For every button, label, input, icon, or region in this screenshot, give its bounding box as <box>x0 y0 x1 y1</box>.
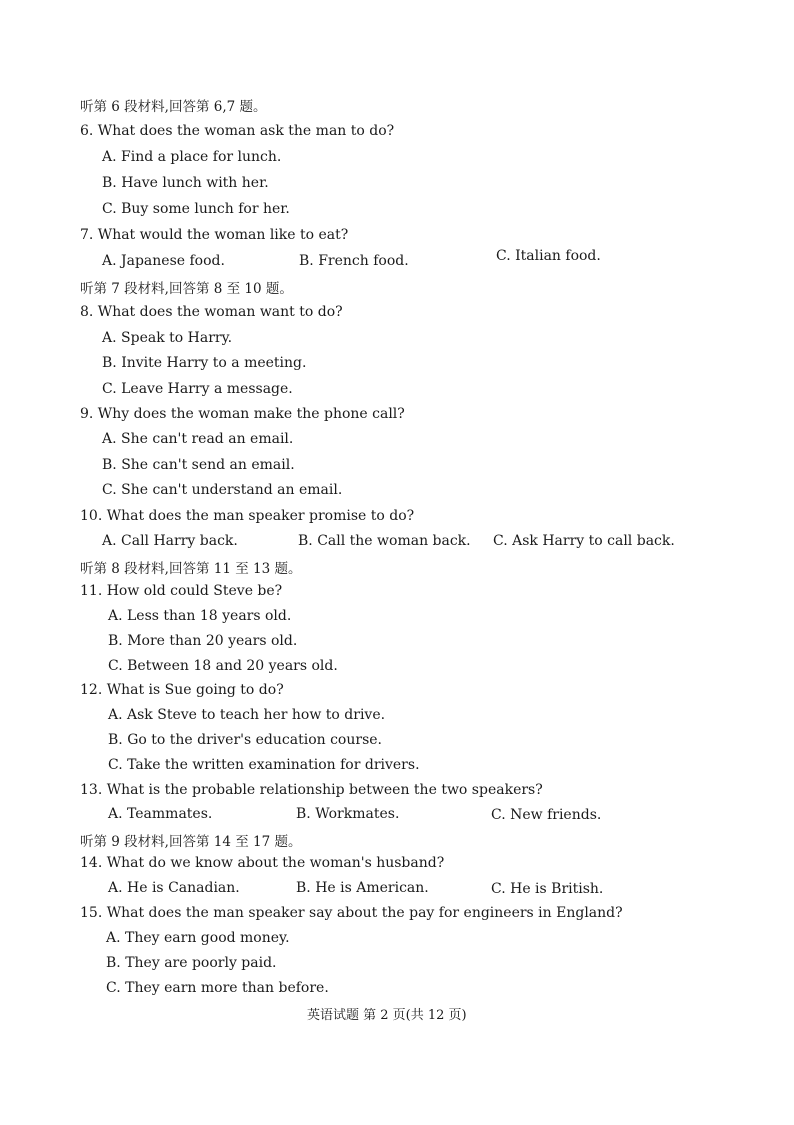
question-7: 7. What would the woman like to eat? <box>80 227 349 243</box>
question-7-option-c: C. Italian food. <box>496 248 601 264</box>
section-header-9: 听第 9 段材料,回答第 14 至 17 题。 <box>80 834 302 850</box>
question-8-option-a: A. Speak to Harry. <box>102 330 233 346</box>
question-15-option-a: A. They earn good money. <box>106 930 290 946</box>
question-11-option-c: C. Between 18 and 20 years old. <box>108 658 338 674</box>
question-9-option-c: C. She can't understand an email. <box>102 482 343 498</box>
question-9-option-a: A. She can't read an email. <box>102 431 294 447</box>
question-8: 8. What does the woman want to do? <box>80 304 343 320</box>
question-14-option-a: A. He is Canadian. <box>108 880 240 896</box>
question-9: 9. Why does the woman make the phone call? <box>80 406 405 422</box>
question-12-option-a: A. Ask Steve to teach her how to drive. <box>108 707 386 723</box>
question-14-option-c: C. He is British. <box>491 881 604 897</box>
question-11: 11. How old could Steve be? <box>80 583 283 599</box>
section-header-7: 听第 7 段材料,回答第 8 至 10 题。 <box>80 281 293 297</box>
section-header-8: 听第 8 段材料,回答第 11 至 13 题。 <box>80 561 302 577</box>
question-12-option-b: B. Go to the driver's education course. <box>108 732 382 748</box>
question-13-option-c: C. New friends. <box>491 807 602 823</box>
question-7-option-b: B. French food. <box>299 253 409 269</box>
question-6-option-c: C. Buy some lunch for her. <box>102 201 290 217</box>
question-14-option-b: B. He is American. <box>296 880 429 896</box>
question-13: 13. What is the probable relationship between the two speakers? <box>80 782 543 798</box>
question-13-option-b: B. Workmates. <box>296 806 400 822</box>
question-6-option-a: A. Find a place for lunch. <box>102 149 282 165</box>
question-6-option-b: B. Have lunch with her. <box>102 175 269 191</box>
question-10-option-c: C. Ask Harry to call back. <box>493 533 675 549</box>
question-15: 15. What does the man speaker say about the pay for engineers in England? <box>80 905 623 921</box>
question-15-option-b: B. They are poorly paid. <box>106 955 277 971</box>
question-12: 12. What is Sue going to do? <box>80 682 284 698</box>
question-9-option-b: B. She can't send an email. <box>102 457 295 473</box>
question-14: 14. What do we know about the woman's husband? <box>80 855 445 871</box>
question-11-option-b: B. More than 20 years old. <box>108 633 298 649</box>
question-6: 6. What does the woman ask the man to do? <box>80 123 395 139</box>
question-10: 10. What does the man speaker promise to do? <box>80 508 415 524</box>
question-11-option-a: A. Less than 18 years old. <box>108 608 292 624</box>
page-footer: 英语试题 第 2 页(共 12 页) <box>307 1008 467 1023</box>
question-8-option-b: B. Invite Harry to a meeting. <box>102 355 307 371</box>
question-10-option-b: B. Call the woman back. <box>298 533 471 549</box>
section-header-6: 听第 6 段材料,回答第 6,7 题。 <box>80 99 267 115</box>
question-13-option-a: A. Teammates. <box>108 806 213 822</box>
question-7-option-a: A. Japanese food. <box>102 253 225 269</box>
question-10-option-a: A. Call Harry back. <box>102 533 238 549</box>
question-15-option-c: C. They earn more than before. <box>106 980 329 996</box>
question-8-option-c: C. Leave Harry a message. <box>102 381 293 397</box>
question-12-option-c: C. Take the written examination for drivers. <box>108 757 420 773</box>
